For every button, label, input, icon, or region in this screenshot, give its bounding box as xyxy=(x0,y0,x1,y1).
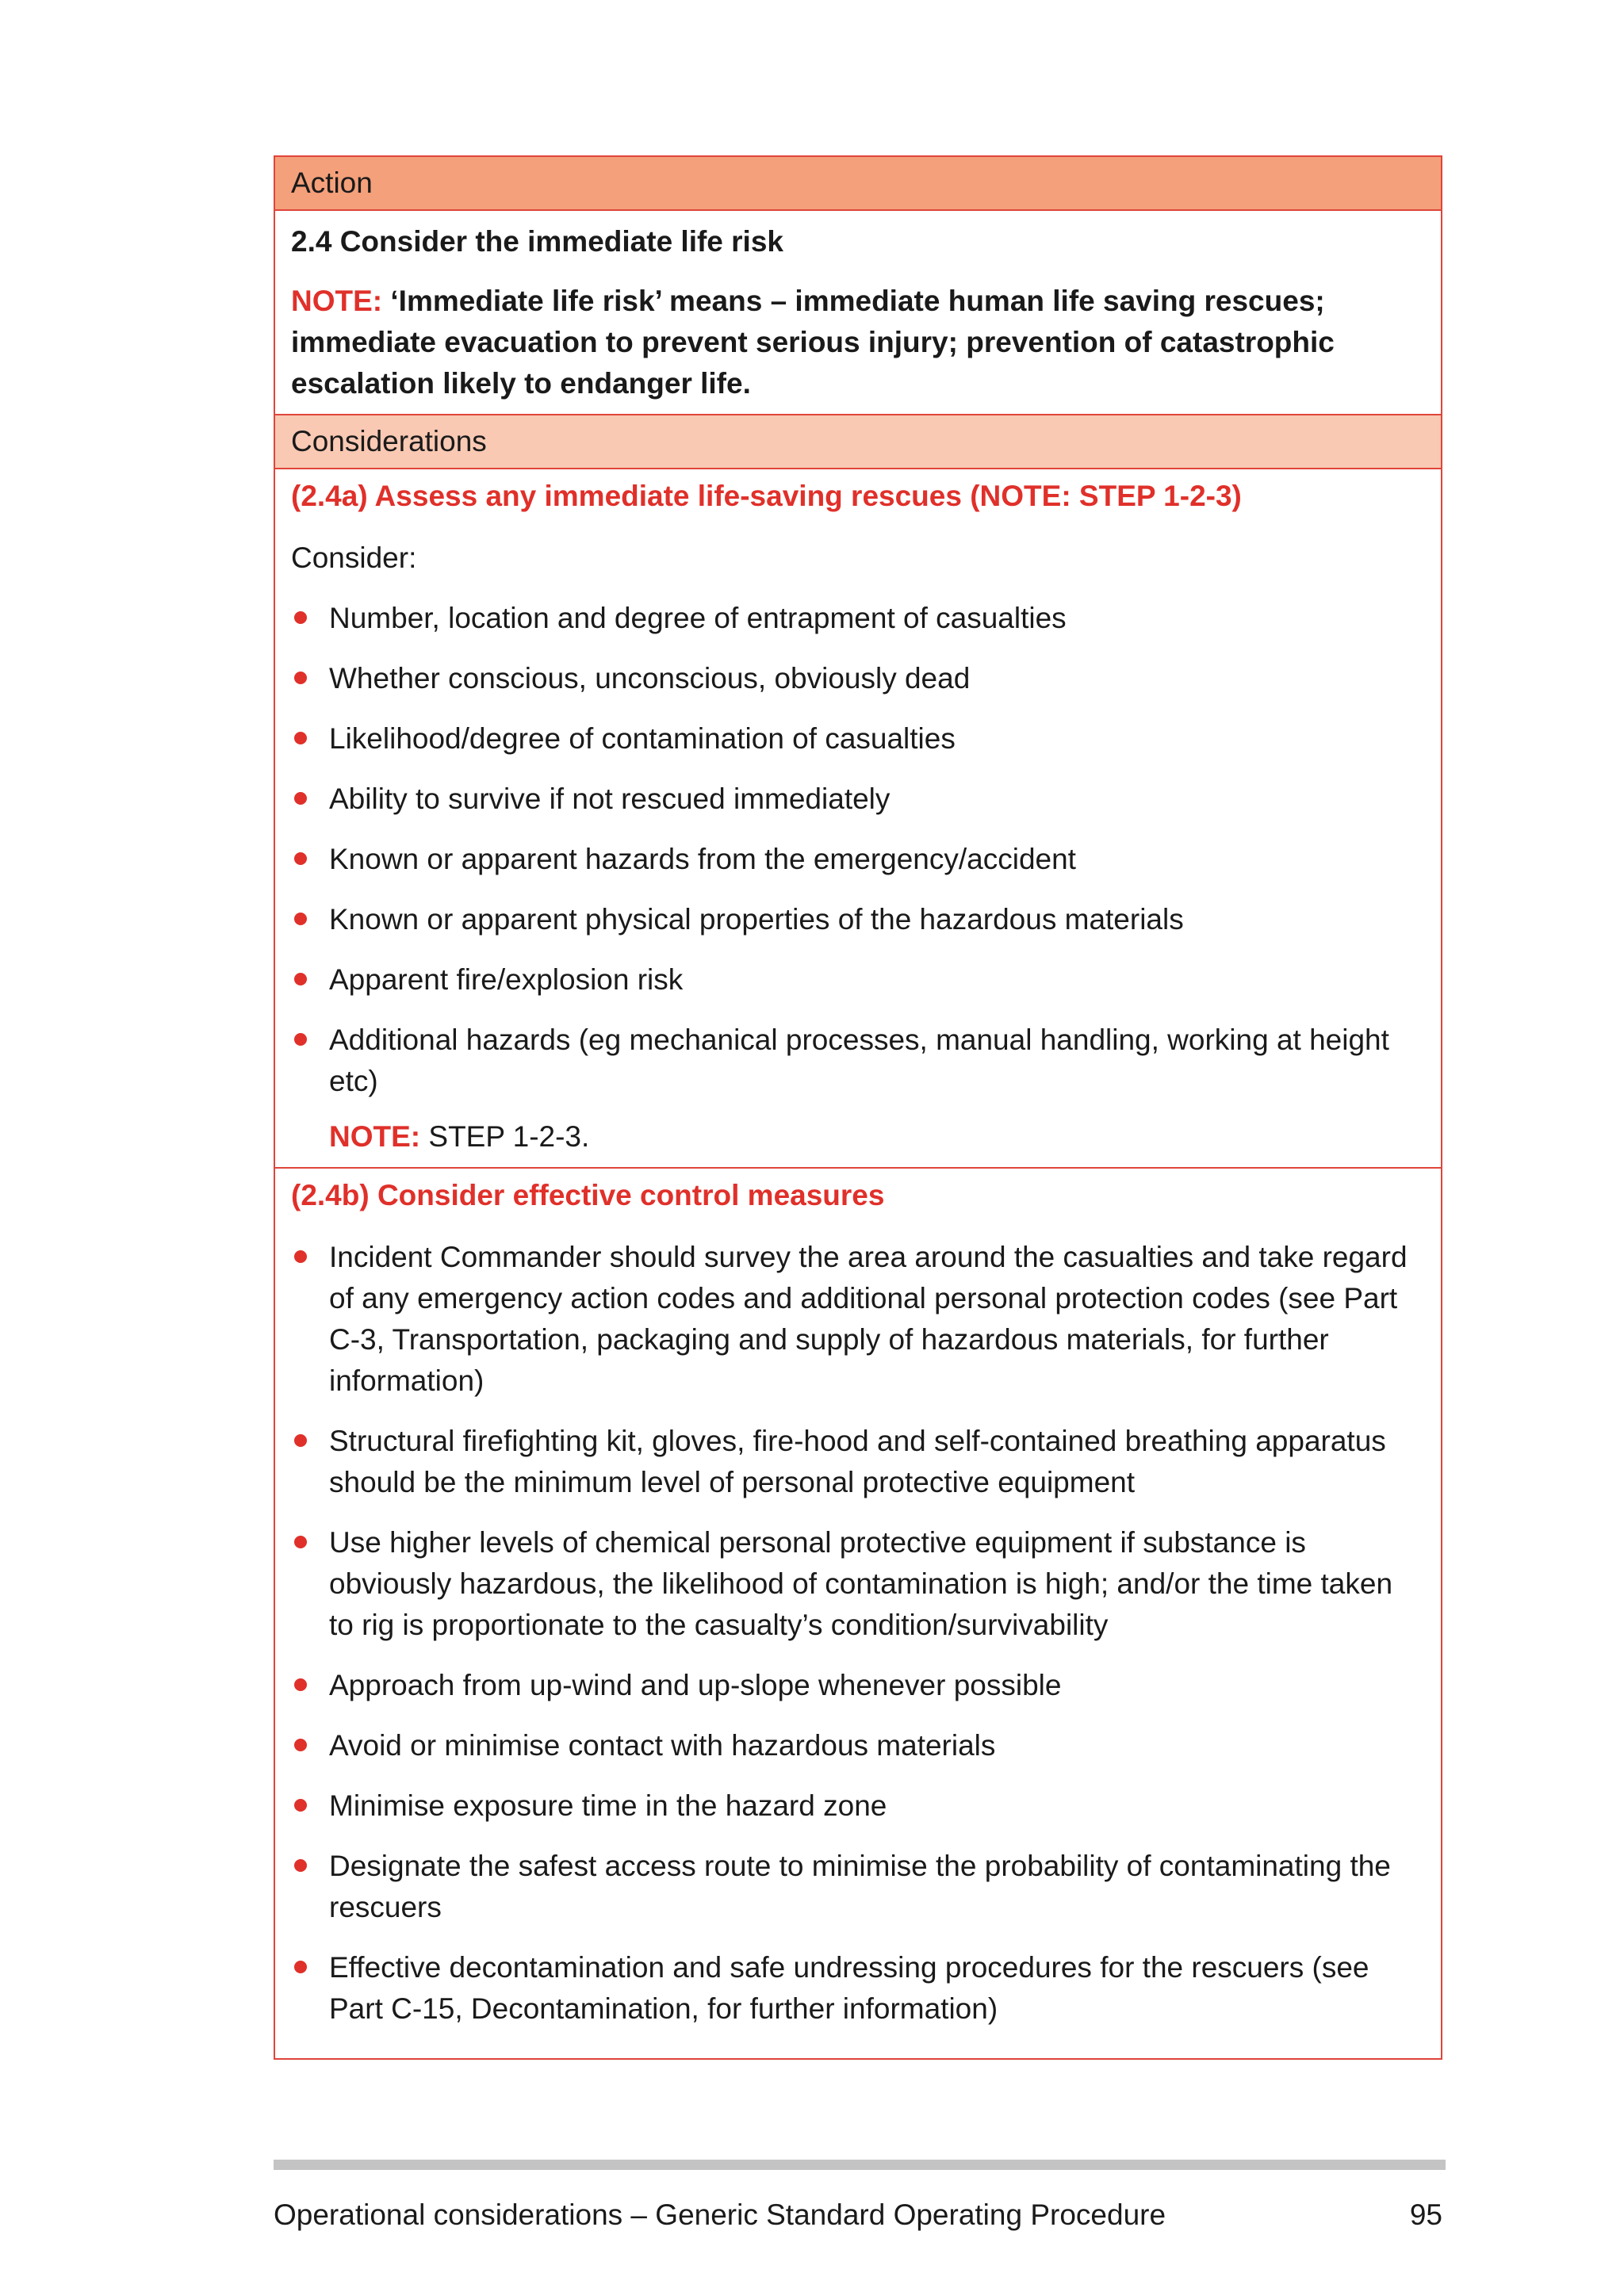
bullet-text: Additional hazards (eg mechanical processes, manual handling, working at height etc) xyxy=(329,1024,1389,1097)
consider-label: Consider: xyxy=(291,541,417,574)
bullet-text: Number, location and degree of entrapment of casualties xyxy=(329,602,1067,634)
footer-rule xyxy=(274,2160,1446,2170)
bullet-dot-icon xyxy=(294,1799,307,1812)
bullet-item xyxy=(291,1665,1425,1706)
bullet-dot-icon xyxy=(294,1250,307,1263)
bullet-item xyxy=(291,899,1425,940)
section-2-4b-bullets xyxy=(291,1237,1425,2030)
bullet-text: Ability to survive if not rescued immediately xyxy=(329,783,891,815)
bullet-item xyxy=(291,1020,1425,1102)
bullet-item xyxy=(291,839,1425,880)
bullet-dot-icon xyxy=(294,1961,307,1973)
section-2-4a-note xyxy=(291,1116,1425,1158)
bullet-text: Likelihood/degree of contamination of casualties xyxy=(329,722,956,755)
bullet-item xyxy=(291,1947,1425,2030)
bullet-text: Known or apparent hazards from the emergency/accident xyxy=(329,843,1076,875)
bullet-item xyxy=(291,1237,1425,1402)
page-number: 95 xyxy=(1409,2198,1442,2231)
bullet-text: Incident Commander should survey the area around the casualties and take regard of any emergency action codes and additional personal protection codes (see Part C-3, Transportation, packaging and supply of hazardous materials, for further information) xyxy=(329,1241,1408,1397)
section-2-4b-title: (2.4b) Consider effective control measures xyxy=(291,1179,885,1211)
bullet-dot-icon xyxy=(294,1739,307,1751)
note-label: NOTE: xyxy=(291,285,383,317)
bullet-dot-icon xyxy=(294,1434,307,1447)
bullet-text: Minimise exposure time in the hazard zone xyxy=(329,1789,887,1822)
note-label: NOTE: xyxy=(329,1120,421,1153)
section-2-4a-title: (2.4a) Assess any immediate life-saving rescues (NOTE: STEP 1-2-3) xyxy=(291,480,1242,512)
bullet-item xyxy=(291,1725,1425,1766)
considerations-header xyxy=(275,415,1441,469)
bullet-item xyxy=(291,1846,1425,1928)
bullet-dot-icon xyxy=(294,672,307,684)
bullet-text: Avoid or minimise contact with hazardous materials xyxy=(329,1729,996,1762)
action-header xyxy=(275,157,1441,211)
bullet-text: Effective decontamination and safe undressing procedures for the rescuers (see Part C-15, Decontamination, for further information) xyxy=(329,1951,1369,2025)
bullet-dot-icon xyxy=(294,852,307,865)
note-text: ‘Immediate life risk’ means – immediate human life saving rescues; immediate evacuation to prevent serious injury; prevention of catastrophic escalation likely to endanger life. xyxy=(291,285,1335,400)
bullet-dot-icon xyxy=(294,792,307,805)
considerations-header-label: Considerations xyxy=(291,425,487,457)
bullet-item xyxy=(291,658,1425,699)
bullet-item xyxy=(291,1522,1425,1646)
bullet-text: Approach from up-wind and up-slope whenever possible xyxy=(329,1669,1062,1701)
bullet-dot-icon xyxy=(294,1678,307,1691)
bullet-dot-icon xyxy=(294,1859,307,1872)
action-body xyxy=(275,211,1441,415)
bullet-dot-icon xyxy=(294,611,307,624)
procedure-table xyxy=(274,155,1442,2060)
note-text: STEP 1-2-3. xyxy=(420,1120,590,1153)
bullet-item xyxy=(291,1421,1425,1503)
section-2-4a-bullets xyxy=(291,598,1425,1102)
bullet-item xyxy=(291,959,1425,1001)
bullet-text: Whether conscious, unconscious, obviously dead xyxy=(329,662,971,695)
bullet-text: Use higher levels of chemical personal protective equipment if substance is obviously hazardous, the likelihood of contamination is high; and/or the time taken to rig is proportionate to the casualty’s condition/survivability xyxy=(329,1526,1393,1641)
bullet-item xyxy=(291,598,1425,639)
section-2-4a xyxy=(275,469,1441,1169)
action-note xyxy=(291,281,1425,404)
bullet-dot-icon xyxy=(294,1536,307,1548)
bullet-dot-icon xyxy=(294,732,307,744)
bullet-item xyxy=(291,718,1425,760)
bullet-item xyxy=(291,1785,1425,1827)
footer-title: Operational considerations – Generic Standard Operating Procedure xyxy=(274,2198,1166,2231)
bullet-text: Apparent fire/explosion risk xyxy=(329,963,684,996)
bullet-text: Structural firefighting kit, gloves, fire-hood and self-contained breathing apparatus should be the minimum level of personal protective equipment xyxy=(329,1425,1386,1498)
bullet-text: Known or apparent physical properties of the hazardous materials xyxy=(329,903,1184,936)
bullet-dot-icon xyxy=(294,973,307,985)
section-2-4b xyxy=(275,1169,1441,2058)
bullet-dot-icon xyxy=(294,913,307,925)
bullet-dot-icon xyxy=(294,1033,307,1046)
bullet-item xyxy=(291,779,1425,820)
bullet-text: Designate the safest access route to minimise the probability of contaminating the rescuers xyxy=(329,1850,1391,1923)
action-step: 2.4 Consider the immediate life risk xyxy=(291,225,783,258)
action-header-label: Action xyxy=(291,166,373,199)
